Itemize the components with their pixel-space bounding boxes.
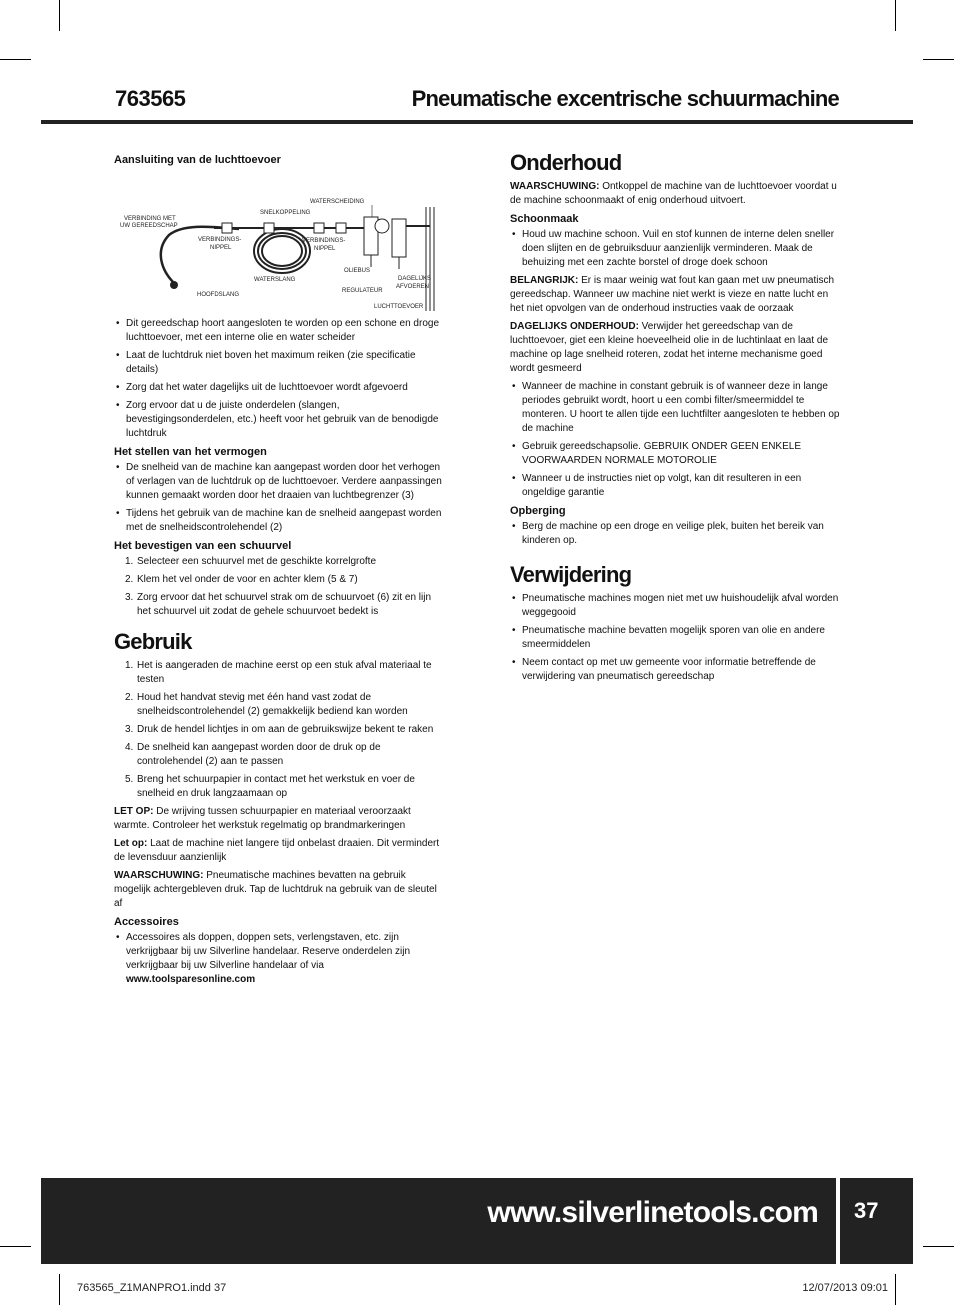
- list-item: • Tijdens het gebruik van de machine kan de snelheid aangepast worden met de snelheidscontrolehendel (2): [114, 507, 444, 535]
- label-nipple-b-2: NIPPEL: [314, 246, 336, 252]
- air-supply-diagram: [114, 171, 444, 311]
- list-item: • Houd uw machine schoon. Vuil en stof kunnen de interne delen sneller doen slijten en de gebruiksduur aanzienlijk verminderen. Maak de behuizing met een zachte borstel of droge doek schoon: [510, 228, 840, 270]
- connection-list: [114, 317, 444, 441]
- step-item: [114, 659, 444, 687]
- step-number: 2.: [125, 692, 134, 703]
- label-water-hose: WATERSLANG: [254, 277, 296, 283]
- step-number: 4.: [125, 742, 134, 753]
- step-text: Houd het handvat stevig met één hand vast zodat de snelheidscontrolehendel (2) gemakkelijk bediend kan worden: [137, 692, 408, 717]
- storage-heading: Opberging: [510, 505, 566, 517]
- footer-bar: [41, 1178, 836, 1264]
- maintenance-heading: Onderhoud: [510, 150, 622, 175]
- label-air-supply: LUCHTTOEVOER: [374, 304, 424, 310]
- step-item: [114, 741, 444, 769]
- list-item: • Pneumatische machines mogen niet met uw huishoudelijk afval worden weggegooid: [510, 592, 840, 620]
- air-supply-illustration: [114, 171, 444, 311]
- label-main-hose: HOOFDSLANG: [197, 292, 240, 298]
- spares-link[interactable]: www.toolsparesonline.com: [126, 974, 256, 985]
- list-item: • Dit gereedschap hoort aangesloten te worden op een schone en droge luchttoevoer, met een interne olie en water scheider: [114, 317, 444, 345]
- note-paragraph: [114, 837, 444, 865]
- daily-list: [510, 380, 840, 500]
- step-text: Druk de hendel lichtjes in om aan de gebruikswijze bekent te raken: [137, 724, 434, 735]
- list-item: • Wanneer de machine in constant gebruik is of wanneer deze in lange periodes gebruikt wordt, hoort u een combi filter/smeermiddel te monteren. U hoort te allen tijde een luchtfilter aangesloten te hebben op de machine: [510, 380, 840, 436]
- crop-mark: [923, 59, 954, 60]
- note-label: LET OP:: [114, 806, 154, 817]
- accessories-list: [114, 931, 444, 987]
- cleaning-heading: Schoonmaak: [510, 213, 579, 225]
- crop-mark: [59, 0, 60, 31]
- website-link[interactable]: www.silverlinetools.com: [487, 1196, 818, 1229]
- power-list: [114, 461, 444, 535]
- step-item: [114, 573, 444, 587]
- crop-mark: [59, 1274, 60, 1305]
- power-heading: Het stellen van het vermogen: [114, 446, 267, 458]
- accessories-text: Accessoires als doppen, doppen sets, verlengstaven, etc. zijn verkrijgbaar bij uw Silverline handelaar. Reserve onderdelen zijn verkrijgbaar bij uw Silverline handelaar of via: [126, 932, 411, 971]
- label-regulator: REGULATEUR: [342, 288, 383, 294]
- sheet-steps: [114, 555, 444, 619]
- step-text: Selecteer een schuurvel met de geschikte korrelgrofte: [137, 556, 377, 567]
- list-item: • Zorg ervoor dat u de juiste onderdelen (slangen, bevestigingsonderdelen, etc.) heeft voor het gebruik van de benodigde luchtdruk: [114, 399, 444, 441]
- daily-paragraph: [510, 320, 840, 376]
- note-paragraph: [114, 805, 444, 833]
- step-text: Breng het schuurpapier in contact met het werkstuk en voer de snelheid en druk langzaamaan op: [137, 774, 415, 799]
- page-number: 37: [854, 1198, 879, 1223]
- header-rule: [41, 120, 913, 124]
- warning-label: WAARSCHUWING:: [114, 870, 204, 881]
- label-tool-connect-1: VERBINDING MET: [124, 216, 176, 222]
- crop-mark: [0, 1246, 31, 1247]
- list-item: • Zorg dat het water dagelijks uit de luchttoevoer wordt afgevoerd: [114, 381, 444, 395]
- disposal-heading: Verwijdering: [510, 562, 632, 587]
- step-item: [114, 591, 444, 619]
- cleaning-list: [510, 228, 840, 270]
- connection-heading: Aansluiting van de luchttoevoer: [114, 154, 281, 166]
- step-item: [114, 723, 444, 737]
- step-text: Zorg ervoor dat het schuurvel strak om de schuurvoet (6) zit en lijn het schuurvel uit zodat de gehele schuurvoet bedekt is: [137, 592, 432, 617]
- warning-paragraph: [114, 869, 444, 911]
- step-item: [114, 691, 444, 719]
- storage-list: [510, 520, 840, 548]
- warning-label: WAARSCHUWING:: [510, 181, 600, 192]
- use-steps: [114, 659, 444, 801]
- label-oil-cup: OLIEBUS: [344, 268, 371, 274]
- step-number: 3.: [125, 592, 134, 603]
- list-item: • Pneumatische machine bevatten mogelijk sporen van olie en andere smeermiddelen: [510, 624, 840, 652]
- step-number: 5.: [125, 774, 134, 785]
- step-number: 3.: [125, 724, 134, 735]
- note-text: De wrijving tussen schuurpapier en materiaal veroorzaakt warmte. Controleer het werkstuk regelmatig op brandmarkeringen: [114, 806, 411, 831]
- important-text: Er is maar weinig wat fout kan gaan met uw pneumatisch gereedschap. Wanneer uw machine niet werkt is vieze en natte lucht en het niet opvolgen van de onderhoud instructies vaak de oorzaak: [510, 275, 835, 314]
- note-label: Let op:: [114, 838, 148, 849]
- accessories-heading: Accessoires: [114, 916, 179, 928]
- warning-text: Pneumatische machines bevatten na gebruik mogelijk achtergebleven druk. Tap de luchtdruk na gebruik van de sleutel af: [114, 870, 437, 909]
- list-item: • Gebruik gereedschapsolie. GEBRUIK ONDER GEEN ENKELE VOORWAARDEN NORMALE MOTOROLIE: [510, 440, 840, 468]
- crop-mark: [923, 1246, 954, 1247]
- step-number: 2.: [125, 574, 134, 585]
- page-title: Pneumatische excentrische schuurmachine: [411, 86, 839, 111]
- label-daily-drain-2: AFVOEREN: [396, 284, 430, 290]
- step-text: Klem het vel onder de voor en achter klem (5 & 7): [137, 574, 358, 585]
- step-text: De snelheid kan aangepast worden door de druk op de controlehendel (2) aan te passen: [137, 742, 381, 767]
- left-column: [114, 150, 444, 991]
- file-slug: 763565_Z1MANPRO1.indd 37: [77, 1282, 227, 1294]
- page-number-box: [840, 1178, 913, 1264]
- important-label: BELANGRIJK:: [510, 275, 579, 286]
- list-item: • Laat de luchtdruk niet boven het maximum reiken (zie specificatie details): [114, 349, 444, 377]
- sheet-heading: Het bevestigen van een schuurvel: [114, 540, 292, 552]
- crop-mark: [0, 59, 31, 60]
- step-number: 1.: [125, 660, 134, 671]
- crop-mark: [895, 1274, 896, 1305]
- list-item: • Wanneer u de instructies niet op volgt, kan dit resulteren in een ongeldige garantie: [510, 472, 840, 500]
- warning-text: Ontkoppel de machine van de luchttoevoer voordat u de machine schoonmaakt of enig onderhoud uitvoert.: [510, 181, 837, 206]
- label-watersplitter: WATERSCHEIDING: [310, 199, 365, 205]
- step-text: Het is aangeraden de machine eerst op een stuk afval materiaal te testen: [137, 660, 432, 685]
- list-item: • Berg de machine op een droge en veilige plek, buiten het bereik van kinderen op.: [510, 520, 840, 548]
- step-number: 1.: [125, 556, 134, 567]
- use-heading: Gebruik: [114, 629, 192, 654]
- label-nipple-a-1: VERBINDINGS-: [198, 237, 242, 243]
- daily-label: DAGELIJKS ONDERHOUD:: [510, 321, 639, 332]
- label-nipple-a-2: NIPPEL: [210, 245, 232, 251]
- list-item: • De snelheid van de machine kan aangepast worden door het verhogen of verlagen van de luchtdruk op de luchttoevoer. Verdere aanpassingen kunnen gemaakt worden door het draaien van luchtbegrenzer (3): [114, 461, 444, 503]
- warning-paragraph: [510, 180, 840, 208]
- date-slug: 12/07/2013 09:01: [802, 1282, 888, 1294]
- note-text: Laat de machine niet langere tijd onbelast draaien. Dit vermindert de levensduur aanzienlijk: [114, 838, 440, 863]
- crop-mark: [895, 0, 896, 31]
- important-paragraph: [510, 274, 840, 316]
- label-nipple-b-1: VERBINDINGS-: [302, 238, 346, 244]
- label-daily-drain-1: DAGELIJKS: [398, 276, 432, 282]
- list-item: [114, 931, 444, 987]
- daily-text: Verwijder het gereedschap van de luchttoevoer, giet een kleine hoeveelheid olie in de luchtinlaat en laat de machine op lage snelheid roteren, zodat het interne mechanisme goed wordt gesmeerd: [510, 321, 829, 374]
- step-item: [114, 773, 444, 801]
- list-item: • Neem contact op met uw gemeente voor informatie betreffende de verwijdering van pneumatisch gereedschap: [510, 656, 840, 684]
- disposal-list: [510, 592, 840, 684]
- label-tool-connect-2: UW GEREEDSCHAP: [120, 223, 178, 229]
- product-number: 763565: [115, 86, 186, 111]
- right-column: [510, 150, 840, 688]
- label-quick-coupling: SNELKOPPELING: [260, 210, 311, 216]
- step-item: [114, 555, 444, 569]
